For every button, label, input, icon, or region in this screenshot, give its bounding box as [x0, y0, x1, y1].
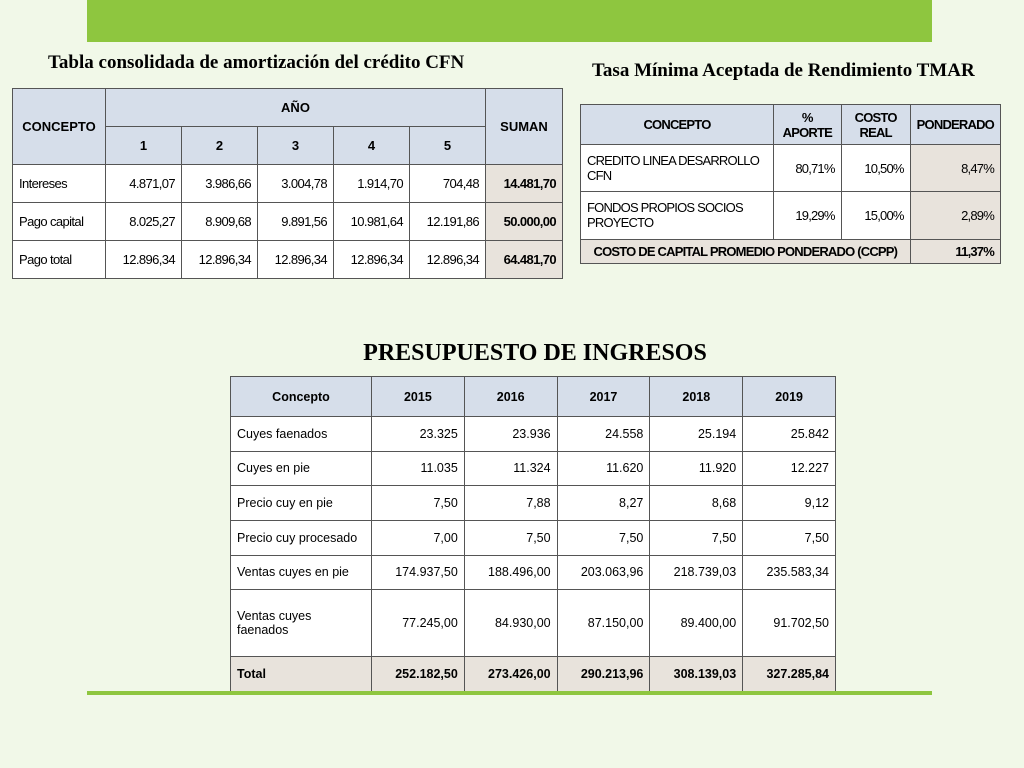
header-suman: SUMAN	[486, 89, 563, 165]
cell-costo: 15,00%	[841, 192, 910, 239]
table-row	[231, 520, 836, 555]
table-row	[231, 451, 836, 486]
row-label: Intereses	[13, 165, 106, 203]
cell-sum: 50.000,00	[486, 203, 563, 241]
cell-value: 218.739,03	[650, 555, 743, 590]
cell-value: 7,50	[743, 520, 836, 555]
cell-value: 24.558	[557, 417, 650, 452]
total-value: 290.213,96	[557, 657, 650, 692]
cell-value: 7,50	[372, 486, 465, 521]
cell-value: 7,88	[464, 486, 557, 521]
cell-value: 7,00	[372, 520, 465, 555]
cell-value: 12.896,34	[182, 241, 258, 279]
row-label: Cuyes en pie	[231, 451, 372, 486]
cell-ponderado: 2,89%	[910, 192, 1000, 239]
cell-value: 12.896,34	[106, 241, 182, 279]
header-concepto: Concepto	[231, 377, 372, 417]
cell-value: 77.245,00	[372, 590, 465, 657]
row-label: Pago total	[13, 241, 106, 279]
cell-value: 89.400,00	[650, 590, 743, 657]
row-label: Ventas cuyes faenados	[231, 590, 372, 657]
cell-value: 91.702,50	[743, 590, 836, 657]
cell-value: 11.620	[557, 451, 650, 486]
cell-value: 188.496,00	[464, 555, 557, 590]
cell-value: 23.936	[464, 417, 557, 452]
cell-value: 11.920	[650, 451, 743, 486]
header-year: 4	[334, 127, 410, 165]
total-row	[231, 657, 836, 692]
cell-value: 7,50	[650, 520, 743, 555]
cell-value: 1.914,70	[334, 165, 410, 203]
cell-value: 84.930,00	[464, 590, 557, 657]
ingresos-title: PRESUPUESTO DE INGRESOS	[363, 340, 707, 366]
header-anio: AÑO	[106, 89, 486, 127]
amortization-table	[12, 88, 563, 279]
cell-value: 25.194	[650, 417, 743, 452]
bottom-accent-line	[87, 691, 932, 695]
cell-sum: 64.481,70	[486, 241, 563, 279]
cell-value: 8,68	[650, 486, 743, 521]
table-row	[231, 417, 836, 452]
cell-value: 235.583,34	[743, 555, 836, 590]
header-aporte: % APORTE	[774, 105, 842, 145]
header-year: 2019	[743, 377, 836, 417]
cell-value: 8.025,27	[106, 203, 182, 241]
table-row	[581, 145, 1001, 192]
header-year: 5	[410, 127, 486, 165]
total-value: 327.285,84	[743, 657, 836, 692]
cell-value: 7,50	[464, 520, 557, 555]
cell-value: 8,27	[557, 486, 650, 521]
header-year: 3	[258, 127, 334, 165]
row-label: Pago capital	[13, 203, 106, 241]
total-value: 11,37%	[910, 239, 1000, 263]
cell-value: 7,50	[557, 520, 650, 555]
row-label: Cuyes faenados	[231, 417, 372, 452]
cell-value: 203.063,96	[557, 555, 650, 590]
total-value: 252.182,50	[372, 657, 465, 692]
cell-costo: 10,50%	[841, 145, 910, 192]
cell-value: 174.937,50	[372, 555, 465, 590]
total-label: COSTO DE CAPITAL PROMEDIO PONDERADO (CCPP)	[581, 239, 911, 263]
header-concepto: CONCEPTO	[13, 89, 106, 165]
cell-value: 4.871,07	[106, 165, 182, 203]
cell-value: 9.891,56	[258, 203, 334, 241]
cell-value: 12.191,86	[410, 203, 486, 241]
table-row	[13, 241, 563, 279]
table-row	[581, 192, 1001, 239]
row-label: FONDOS PROPIOS SOCIOS PROYECTO	[581, 192, 774, 239]
cell-value: 87.150,00	[557, 590, 650, 657]
cell-value: 3.986,66	[182, 165, 258, 203]
row-label: Precio cuy procesado	[231, 520, 372, 555]
header-year: 2015	[372, 377, 465, 417]
table-row	[13, 165, 563, 203]
cell-value: 704,48	[410, 165, 486, 203]
table-row	[231, 555, 836, 590]
total-label: Total	[231, 657, 372, 692]
cell-value: 23.325	[372, 417, 465, 452]
cell-value: 12.896,34	[410, 241, 486, 279]
tmar-table	[580, 104, 1001, 264]
cell-value: 10.981,64	[334, 203, 410, 241]
header-costo-real: COSTO REAL	[841, 105, 910, 145]
cell-aporte: 19,29%	[774, 192, 842, 239]
top-accent-bar	[87, 0, 932, 42]
cell-value: 9,12	[743, 486, 836, 521]
cell-sum: 14.481,70	[486, 165, 563, 203]
total-value: 273.426,00	[464, 657, 557, 692]
tmar-title: Tasa Mínima Aceptada de Rendimiento TMAR	[592, 60, 975, 81]
header-year: 2017	[557, 377, 650, 417]
cell-value: 11.324	[464, 451, 557, 486]
header-ponderado: PONDERADO	[910, 105, 1000, 145]
header-year: 2	[182, 127, 258, 165]
header-year: 1	[106, 127, 182, 165]
header-concepto: CONCEPTO	[581, 105, 774, 145]
cell-value: 8.909,68	[182, 203, 258, 241]
cell-ponderado: 8,47%	[910, 145, 1000, 192]
amortization-title: Tabla consolidada de amortización del crédito CFN	[48, 52, 465, 73]
cell-value: 11.035	[372, 451, 465, 486]
total-row	[581, 239, 1001, 263]
cell-value: 12.227	[743, 451, 836, 486]
table-row	[13, 203, 563, 241]
cell-aporte: 80,71%	[774, 145, 842, 192]
table-row	[231, 590, 836, 657]
row-label: Ventas cuyes en pie	[231, 555, 372, 590]
table-row	[231, 486, 836, 521]
cell-value: 3.004,78	[258, 165, 334, 203]
cell-value: 25.842	[743, 417, 836, 452]
ingresos-table	[230, 376, 836, 692]
header-year: 2018	[650, 377, 743, 417]
cell-value: 12.896,34	[258, 241, 334, 279]
cell-value: 12.896,34	[334, 241, 410, 279]
row-label: CREDITO LINEA DESARROLLO CFN	[581, 145, 774, 192]
header-year: 2016	[464, 377, 557, 417]
row-label: Precio cuy en pie	[231, 486, 372, 521]
total-value: 308.139,03	[650, 657, 743, 692]
